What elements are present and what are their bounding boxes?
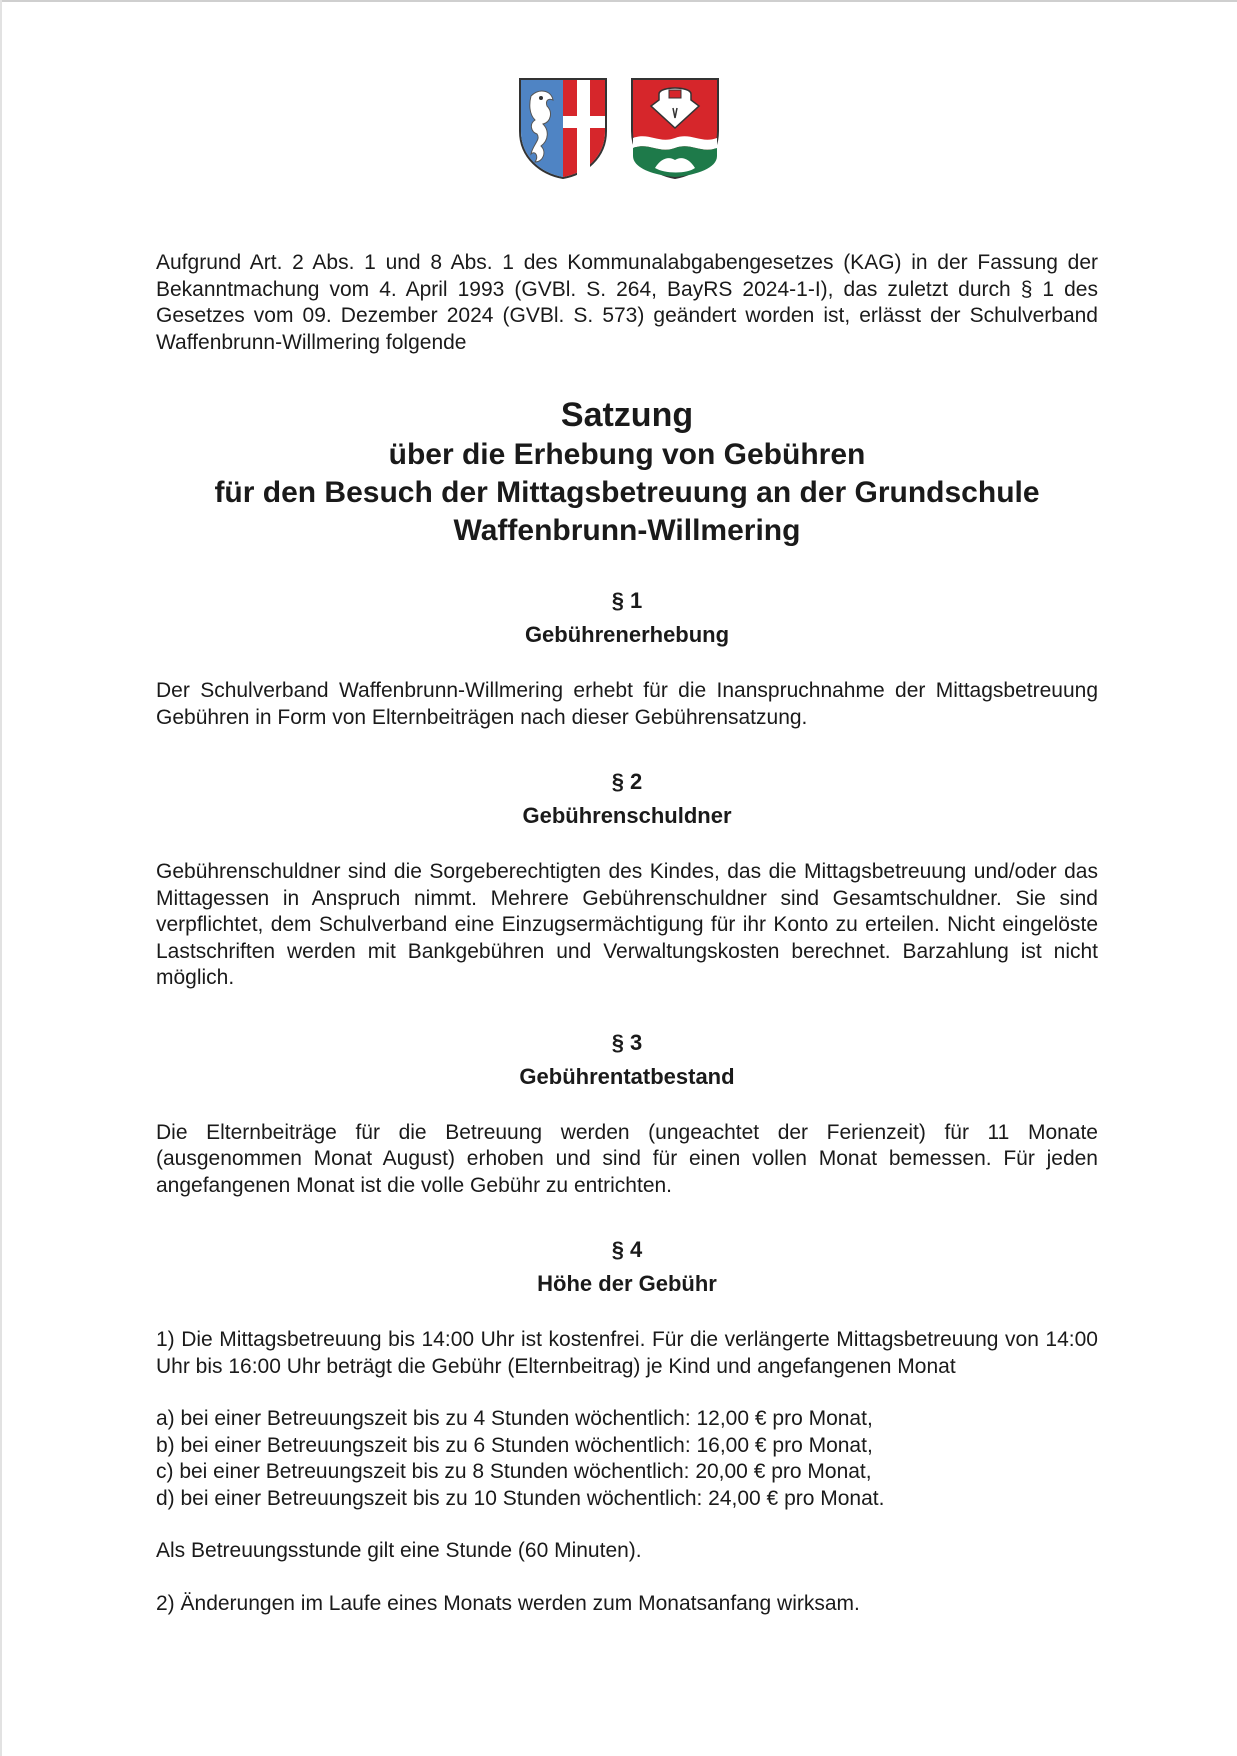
section-1 [156, 584, 1098, 731]
scan-edge-top [0, 0, 1237, 2]
list-item: c) bei einer Betreuungszeit bis zu 8 Stunden wöchentlich: 20,00 € pro Monat, [156, 1460, 872, 1483]
coat-of-arms-willmering-icon [629, 76, 721, 180]
section-text: Gebührenschuldner sind die Sorgeberechtigten des Kindes, das die Mittagsbetreuung und/oder das Mittagessen in Anspruch nimmt. Mehrere Gebührenschuldner sind Gesamtschuldner. Sie sind verpflichtet, dem Schulverband eine Einzugsermächtigung für ihr Konto zu erteilen. Nicht eingelöste Lastschriften werden mit Bankgebühren und Verwaltungskosten berechnet. Barzahlung ist nicht möglich. [156, 860, 1098, 989]
section-number: § 2 [611, 769, 643, 794]
section-heading: Höhe der Gebühr [537, 1271, 717, 1296]
section-3 [156, 1026, 1098, 1200]
section-heading: Gebührentatbestand [519, 1063, 735, 1089]
list-item: a) bei einer Betreuungszeit bis zu 4 Stunden wöchentlich: 12,00 € pro Monat, [156, 1407, 873, 1430]
list-item: d) bei einer Betreuungszeit bis zu 10 Stunden wöchentlich: 24,00 € pro Monat. [156, 1486, 885, 1510]
title-line-3: für den Besuch der Mittagsbetreuung an der Grundschule [214, 476, 1040, 509]
section-heading: Gebührenerhebung [524, 622, 730, 647]
list-item: b) bei einer Betreuungszeit bis zu 6 Stunden wöchentlich: 16,00 € pro Monat, [156, 1433, 873, 1457]
document-title [156, 394, 1098, 550]
section-2 [156, 765, 1098, 992]
title-line-4: Waffenbrunn-Willmering [453, 514, 801, 547]
coats-of-arms [0, 76, 1237, 180]
fee-list [156, 1406, 1098, 1512]
betreuungsstunde-note: Als Betreuungsstunde gilt eine Stunde (60 Minuten). [156, 1539, 642, 1562]
section-number: § 1 [611, 588, 643, 613]
section-heading: Gebührenschuldner [522, 803, 732, 828]
intro-paragraph: Aufgrund Art. 2 Abs. 1 und 8 Abs. 1 des Kommunalabgabengesetzes (KAG) in der Fassung der Bekanntmachung vom 4. April 1993 (GVBl. S. 264, BayRS 2024-1-I), das zuletzt durch § 1 des Gesetzes vom 09. Dezember 2024 (GVBl. S. 573) geändert worden ist, erlässt der Schulverband Waffenbrunn-Willmering folgende [156, 251, 1098, 354]
section-text: Der Schulverband Waffenbrunn-Willmering erhebt für die Inanspruchnahme der Mittagsbetreuung Gebühren in Form von Elternbeiträgen nach dieser Gebührensatzung. [156, 679, 1098, 729]
section-number: § 4 [611, 1237, 643, 1262]
section-number: § 3 [611, 1029, 643, 1055]
section-text: 1) Die Mittagsbetreuung bis 14:00 Uhr ist kostenfrei. Für die verlängerte Mittagsbetreuung von 14:00 Uhr bis 16:00 Uhr beträgt die Gebühr (Elternbeitrag) je Kind und angefangenen Monat [156, 1328, 1098, 1378]
section-4 [156, 1233, 1098, 1617]
title-line-2: über die Erhebung von Gebühren [388, 438, 866, 471]
title-line-1: Satzung [560, 396, 694, 434]
aenderungen-note: 2) Änderungen im Laufe eines Monats werden zum Monatsanfang wirksam. [156, 1591, 860, 1615]
coat-of-arms-waffenbrunn-icon [517, 76, 609, 180]
scan-edge-left [0, 0, 2, 1756]
document-body [156, 250, 1098, 1617]
section-text: Die Elternbeiträge für die Betreuung werden (ungeachtet der Ferienzeit) für 11 Monate (ausgenommen Monat August) erhoben und sind für einen vollen Monat bemessen. Für jeden angefangenen Monat ist die volle Gebühr zu entrichten. [156, 1120, 1098, 1197]
